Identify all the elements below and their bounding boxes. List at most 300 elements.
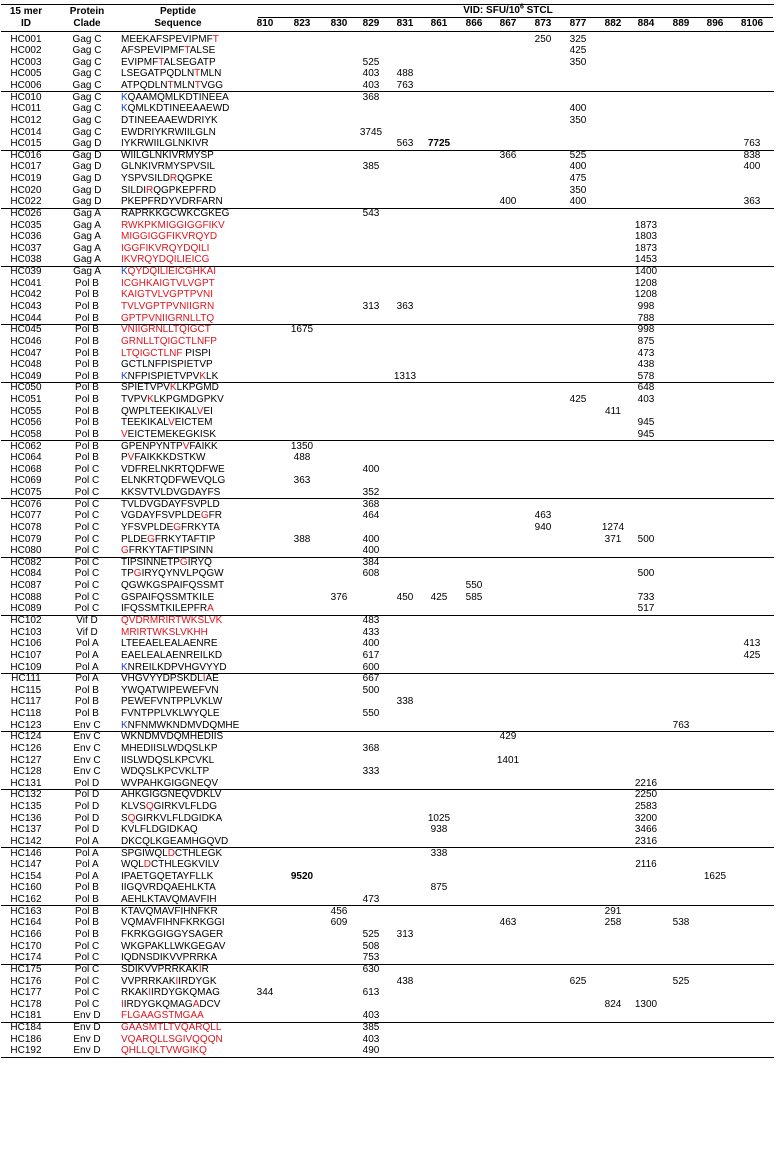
protein-clade: Env D [73,1010,101,1022]
peptide-id: HC064 [10,452,42,464]
sfu-value-884: 998 [637,300,655,312]
sequence-segment-blue: K [121,91,128,103]
sequence-segment: SPIETVPV [121,382,170,394]
protein-clade: Pol B [75,882,99,894]
protein-clade: Pol C [74,545,100,557]
table-row [0,813,776,825]
protein-clade: Pol C [74,510,100,522]
peptide-id: HC075 [10,487,42,499]
sequence-segment: VGG [200,80,224,92]
group-divider [1,266,774,267]
peptide-sequence [121,336,217,348]
table-row [0,522,776,534]
peptide-id: HC135 [10,801,42,813]
peptide-sequence [121,778,218,790]
peptide-id: HC084 [10,568,42,580]
table-row [0,615,776,627]
col-id-header-line2: ID [21,18,31,29]
sequence-segment: ALSEGATP [163,56,216,68]
protein-clade: Vif D [76,615,98,626]
protein-clade: Pol C [74,963,100,975]
sequence-segment-red: K [147,394,154,406]
sequence-segment-red: D [143,859,152,871]
sequence-segment-red: MRIRTWKSLVKHH [121,626,208,638]
vid-column-header-882: 882 [604,18,622,29]
peptide-id: HC102 [10,615,42,626]
table-row [0,929,776,941]
vid-column-header-830: 830 [330,18,348,29]
sfu-value-861: 875 [430,882,448,894]
table-row [0,778,776,790]
peptide-sequence [121,196,223,208]
protein-clade: Env C [73,754,101,766]
protein-clade: Pol A [75,847,99,859]
sfu-value-829: 433 [362,626,380,638]
table-row [0,1045,776,1057]
peptide-id: HC124 [10,731,42,743]
table-row [0,254,776,266]
vid-column-header-8106: 8106 [740,18,764,29]
sequence-segment-blue: K [121,103,128,115]
sequence-segment-blue: K [121,370,128,382]
protein-clade: Env D [73,1022,101,1034]
protein-clade: Vif D [76,626,98,638]
table-row [0,627,776,639]
sequence-segment: P [121,452,128,464]
peptide-id: HC087 [10,580,42,592]
peptide-sequence [121,929,223,941]
sfu-value-831: 450 [396,591,414,603]
peptide-id: HC146 [10,847,42,859]
table-row [0,359,776,371]
protein-clade: Gag C [72,33,102,45]
sequence-segment: FRKYTAFTIPSINN [128,545,214,557]
table-row [0,592,776,604]
protein-clade: Gag D [72,184,102,196]
protein-clade: Env C [73,731,101,743]
sfu-value-830: 376 [330,591,348,603]
peptide-id: HC044 [10,312,42,324]
sfu-value-829: 403 [362,1033,380,1045]
protein-clade: Pol B [75,335,99,347]
sfu-value-884: 1803 [634,231,658,243]
sfu-value-866: 550 [465,580,483,592]
table-row [0,231,776,243]
sfu-value-877: 400 [569,103,587,115]
table-row [0,220,776,232]
peptide-id: HC089 [10,603,42,615]
protein-clade: Pol C [74,568,100,580]
peptide-sequence [121,789,221,801]
peptide-id: HC001 [10,33,42,45]
protein-clade: Pol A [75,870,99,882]
sequence-segment: MLN [173,80,195,92]
sfu-value-829: 508 [362,940,380,952]
peptide-id: HC177 [10,987,42,999]
peptide-sequence [121,92,229,104]
peptide-sequence [121,580,224,592]
sfu-value-829: 600 [362,661,380,673]
sequence-segment: DTINEEAAEWDRIYK [121,114,218,126]
sequence-segment-red: QHLLQLTVWGIKQ [121,1045,207,1057]
protein-clade: Pol B [75,312,99,324]
peptide-id: HC127 [10,754,42,766]
sfu-value-829: 403 [362,1010,380,1022]
table-row [0,708,776,720]
protein-clade: Pol C [74,533,100,545]
protein-clade: Gag D [72,138,102,150]
peptide-id: HC078 [10,521,42,533]
sfu-value-829: 550 [362,708,380,720]
peptide-id: HC175 [10,963,42,975]
peptide-id: HC164 [10,917,42,929]
sequence-segment: EWDRIYKRWIILGLN [121,126,216,138]
sequence-segment: NFNMWKNDMVDQMHE [127,719,240,731]
peptide-id: HC058 [10,428,42,440]
peptide-id: HC041 [10,277,42,289]
peptide-id: HC035 [10,219,42,231]
sequence-segment: PEWEFVNTPPLVKLW [121,696,223,708]
sfu-value-884: 3466 [634,824,658,836]
table-row [0,894,776,906]
sequence-segment-red: A [192,998,200,1010]
sequence-segment: KLVS [121,801,146,813]
sequence-segment: AHKGIGGNEQVDKLV [121,789,222,801]
protein-clade: Pol B [75,428,99,440]
sfu-value-884: 517 [637,603,655,615]
vid-column-header-831: 831 [396,18,414,29]
peptide-id: HC126 [10,742,42,754]
peptide-id: HC142 [10,835,42,847]
table-row [0,1022,776,1034]
col-seq-header-line1: Peptide [159,6,197,17]
protein-clade: Pol B [75,684,99,696]
protein-clade: Pol B [75,347,99,359]
table-row [0,266,776,278]
sequence-segment: IYKRWIILGLNKIVR [121,138,209,150]
sfu-value-8106: 413 [743,638,761,650]
protein-clade: Pol B [75,708,99,720]
sfu-value-882: 371 [604,533,622,545]
sequence-segment: WQL [121,859,144,871]
table-row [0,801,776,813]
table-row [0,952,776,964]
sfu-value-877: 350 [569,184,587,196]
sequence-segment-red: V [182,440,190,452]
sfu-value-884: 2316 [634,835,658,847]
sequence-segment-red: G [133,568,142,580]
peptide-id: HC082 [10,556,42,568]
sequence-segment-red: G [179,556,188,568]
sequence-segment-red: TVLVGPTPVNIIGRN [121,300,215,312]
peptide-id: HC154 [10,870,42,882]
sequence-segment: EVIPMF [121,56,159,68]
peptide-id: HC079 [10,533,42,545]
sfu-value-889: 525 [672,975,690,987]
sequence-segment: R [201,963,209,975]
sfu-value-867: 1401 [496,754,520,766]
sequence-segment: CTHLEGK [174,847,223,859]
table-row [0,836,776,848]
sfu-value-861: 7725 [427,138,451,150]
table-row [0,278,776,290]
sfu-value-884: 1300 [634,998,658,1010]
peptide-sequence [121,882,216,894]
protein-clade: Pol A [75,835,99,847]
sfu-value-884: 875 [637,335,655,347]
sfu-value-829: 500 [362,684,380,696]
peptide-sequence [121,917,225,929]
sfu-value-884: 1453 [634,254,658,266]
peptide-id: HC123 [10,719,42,731]
sequence-segment: SDIKVVPRRKAK [121,963,199,975]
protein-clade: Gag D [72,149,102,161]
sequence-segment-red: QVDRMRIRTWKSLVK [121,615,223,626]
peptide-id: HC048 [10,359,42,371]
protein-clade: Pol B [75,417,99,429]
sfu-value-829: 403 [362,80,380,92]
sequence-segment: VVPRRKAK [121,975,176,987]
protein-clade: Pol B [75,289,99,301]
table-row [0,568,776,580]
peptide-sequence [121,278,215,290]
peptide-id: HC039 [10,266,42,278]
sfu-value-829: 3745 [359,126,383,138]
sequence-segment-red: I [175,975,179,987]
peptide-sequence [121,464,225,476]
sequence-segment: MLN [200,68,222,80]
sfu-value-896: 1625 [703,870,727,882]
sequence-segment-red: T [167,80,174,92]
peptide-id: HC045 [10,324,42,336]
sequence-segment: FRKYTAFTIP [154,533,216,545]
protein-clade: Env C [73,742,101,754]
peptide-id: HC042 [10,289,42,301]
sequence-segment-red: IGGFIKVRQYDQILI [121,242,210,254]
sfu-value-867: 400 [499,196,517,208]
peptide-sequence [121,976,217,988]
sfu-value-884: 788 [637,312,655,324]
protein-clade: Pol A [75,673,99,685]
peptide-id: HC062 [10,440,42,452]
table-row [0,394,776,406]
table-row [0,475,776,487]
peptide-id: HC056 [10,417,42,429]
peptide-sequence [121,510,222,522]
table-row [0,301,776,313]
sfu-value-884: 1208 [634,289,658,301]
sfu-value-889: 763 [672,719,690,731]
table-row [0,941,776,953]
sequence-segment-red: V [196,405,204,417]
peptide-id: HC020 [10,184,42,196]
protein-clade: Gag A [73,254,101,266]
table-row [0,173,776,185]
peptide-sequence [121,57,216,69]
sequence-segment: TVPV [121,394,148,406]
peptide-sequence [121,359,213,371]
sequence-segment-red: Q [127,812,136,824]
protein-clade: Pol B [75,440,99,452]
group-divider [1,208,774,209]
sfu-value-829: 490 [362,1045,380,1057]
sequence-segment: QGPKE [177,173,213,185]
group-divider [1,382,774,383]
sequence-segment: PISPI [182,347,211,359]
sequence-segment: EICTEMEKEGKISK [127,428,217,440]
table-row [0,766,776,778]
sequence-segment: VQMAVFIHNFKRKGGI [121,917,225,929]
sfu-value-829: 630 [362,963,380,975]
sfu-value-884: 1400 [634,266,658,278]
table-row [0,976,776,988]
sequence-segment: FR [208,510,222,522]
sfu-value-884: 500 [637,568,655,580]
protein-clade: Gag A [73,266,101,278]
sfu-value-882: 258 [604,917,622,929]
sfu-value-829: 473 [362,894,380,906]
protein-clade: Pol A [75,649,99,661]
vid-column-header-866: 866 [465,18,483,29]
peptide-sequence [121,394,224,406]
sequence-segment: SPGIWQL [121,847,168,859]
sequence-segment: LKPGMD [176,382,219,394]
peptide-id: HC077 [10,510,42,522]
sequence-segment-red: RWKPKMIGGIGGFIKV [121,219,225,231]
peptide-id: HC117 [10,696,42,708]
sequence-segment-blue: K [121,266,128,278]
sequence-segment-red: G [147,533,155,545]
table-row [0,685,776,697]
peptide-id: HC147 [10,859,42,871]
protein-clade: Gag C [72,114,102,126]
sequence-segment: YFSVPLDE [121,521,174,533]
table-row [0,429,776,441]
table-row [0,534,776,546]
peptide-sequence [121,952,217,964]
sequence-segment: FKRKGGIGGYSAGER [121,929,224,940]
peptide-id: HC026 [10,207,42,219]
protein-clade: Gag D [72,173,102,185]
sequence-segment: TEEKIKAL [121,417,169,429]
sequence-segment: SILDI [121,184,147,196]
peptide-sequence [121,382,219,394]
col-clade-header-line1: Protein [69,6,105,17]
sequence-segment-red: T [184,45,190,57]
peptide-sequence [121,685,219,697]
sequence-segment: TP [121,568,134,580]
sfu-value-873: 940 [534,521,552,533]
group-divider [1,440,774,441]
table-row [0,348,776,360]
peptide-id: HC163 [10,905,42,917]
sequence-segment: AFSPEVIPMF [121,45,185,57]
sequence-segment: FAIKKKDSTKW [134,452,206,464]
sfu-value-877: 625 [569,975,587,987]
table-row [0,138,776,150]
peptide-sequence [121,313,214,325]
peptide-id: HC069 [10,475,42,487]
protein-clade: Gag A [73,219,101,231]
sequence-segment: IFQSSMTKILEPFR [121,603,208,615]
sequence-segment: NFPISPIETVPV [127,370,200,382]
peptide-sequence [121,592,214,604]
protein-clade: Pol B [75,452,99,464]
peptide-id: HC106 [10,638,42,650]
peptide-id: HC176 [10,975,42,987]
peptide-sequence [121,289,213,301]
sfu-value-867: 463 [499,917,517,929]
sequence-segment: AE [205,673,219,685]
sequence-segment: TVLDVGDAYFSVPLD [121,498,220,510]
vid-column-header-867: 867 [499,18,517,29]
table-row [0,324,776,336]
sfu-value-866: 585 [465,591,483,603]
sequence-segment: IISLWDQSLKPCVKL [121,754,215,766]
protein-clade: Pol C [74,591,100,603]
sfu-value-829: 613 [362,987,380,999]
table-row [0,80,776,92]
table-row [0,917,776,929]
sequence-segment: PKEPFRDYVDRFARN [121,196,223,208]
table-row [0,208,776,220]
peptide-id: HC037 [10,242,42,254]
table-row [0,650,776,662]
group-divider [1,91,774,92]
sfu-value-877: 350 [569,56,587,68]
peptide-id: HC051 [10,394,42,406]
protein-clade: Pol C [74,487,100,499]
protein-clade: Pol C [74,998,100,1010]
protein-clade: Gag D [72,196,102,208]
peptide-sequence [121,650,222,662]
table-row [0,161,776,173]
peptide-id: HC017 [10,161,42,173]
peptide-sequence [121,859,219,871]
peptide-sequence [121,871,213,883]
sfu-value-829: 352 [362,487,380,499]
protein-clade: Pol D [74,789,100,801]
peptide-sequence [121,743,218,755]
sequence-segment: QGWKGSPAIFQSSMT [121,580,225,592]
sequence-segment: YSPVSILD [121,173,170,185]
peptide-sequence [121,813,222,825]
sfu-value-831: 338 [396,696,414,708]
sequence-segment: VDFRELNKRTQDFWE [121,463,225,475]
table-row [0,289,776,301]
peptide-sequence [121,348,211,360]
peptide-id: HC005 [10,68,42,80]
table-row [0,848,776,860]
protein-clade: Pol A [75,661,99,673]
peptide-sequence [121,545,213,557]
peptide-id: HC046 [10,335,42,347]
peptide-sequence [121,615,222,627]
sfu-value-831: 488 [396,68,414,80]
bottom-rule [1,1057,774,1058]
table-row [0,824,776,836]
table-row [0,34,776,46]
protein-clade: Pol C [74,987,100,999]
sequence-segment: RAPRKKGCWKCGKEG [121,207,230,219]
peptide-sequence [121,906,218,918]
protein-clade: Gag C [72,126,102,138]
protein-clade: Pol B [75,324,99,336]
table-row [0,371,776,383]
sequence-segment: GIRKVLFLDG [153,801,217,813]
sequence-segment: LK [206,370,219,382]
vid-group-underline [258,17,773,18]
